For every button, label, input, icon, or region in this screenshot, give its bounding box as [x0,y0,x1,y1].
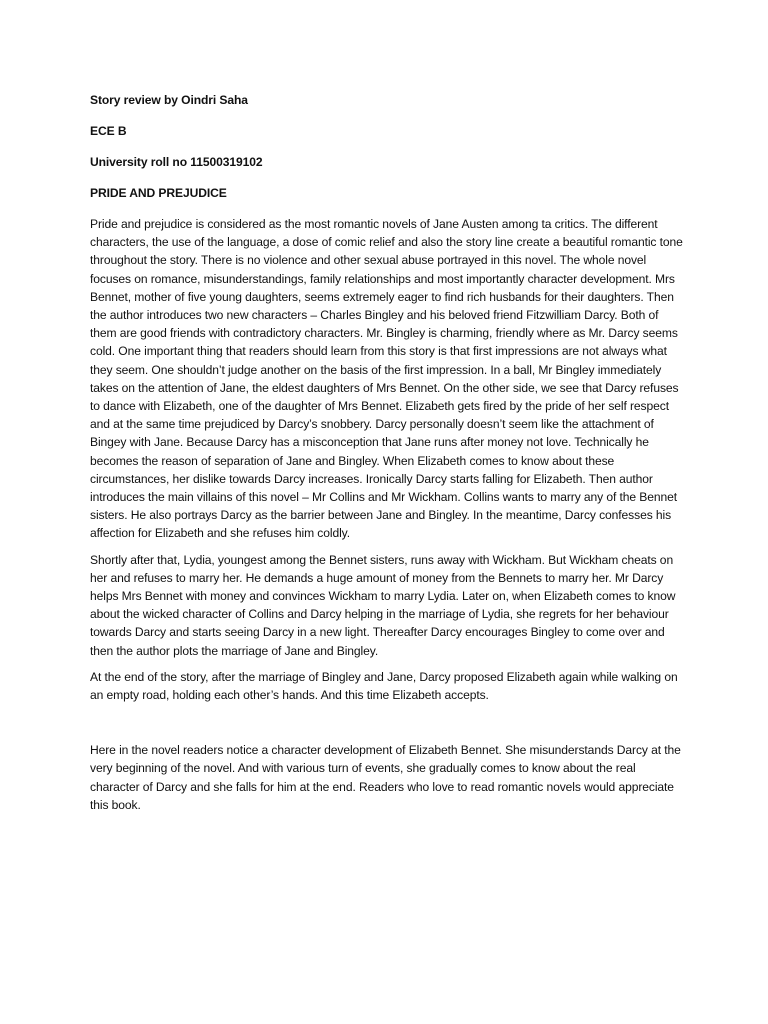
paragraph-lydia: Shortly after that, Lydia, youngest among the Bennet sisters, runs away with Wickham. But Wickham cheats on her and refuses to marry her. He demands a huge amount of money from the Bennets to marry her. Mr Darcy helps Mrs Bennet with money and convinces Wickham to marry Lydia. Later on, when Elizabeth comes to know about the wicked character of Collins and Darcy helping in the marriage of Lydia, she regrets for her behaviour towards Darcy and starts seeing Darcy in a new light. Thereafter Darcy encourages Bingley to come over and then the author plots the marriage of Jane and Bingley. [90,552,676,658]
blank-line [90,712,684,741]
roll-number-line: University roll no 11500319102 [90,155,263,169]
document-page [90,91,684,822]
paragraph-conclusion: Here in the novel readers notice a character development of Elizabeth Bennet. She misunderstands Darcy at the very beginning of the novel. And with various turn of events, she gradually comes to know about the real character of Darcy and she falls for him at the end. Readers who love to read romantic novels would appreciate this book. [90,743,681,812]
document-title: PRIDE AND PREJUDICE [90,186,227,200]
author-line: Story review by Oindri Saha [90,93,248,107]
class-line: ECE B [90,124,127,138]
paragraph-ending: At the end of the story, after the marriage of Bingley and Jane, Darcy proposed Elizabeth again while walking on an empty road, holding each other’s hands. And this time Elizabeth accepts. [90,669,678,703]
paragraph-intro: Pride and prejudice is considered as the most romantic novels of Jane Austen among ta critics. The different characters, the use of the language, a dose of comic relief and also the story line create a beautiful romantic tone throughout the story. There is no violence and other sexual abuse portrayed in this novel. The whole novel focuses on romance, misunderstandings, family relationships and most importantly character development. Mrs Bennet, mother of five young daughters, seems extremely eager to find rich husbands for their daughters. Then the author introduces two new characters – Charles Bingley and his beloved friend Fitzwilliam Darcy. Both of them are good friends with contradictory characters. Mr. Bingley is charming, friendly where as Mr. Darcy seems cold. One important thing that readers should learn from this story is that first impressions are not always what they seem. One shouldn’t judge another on the basis of the first impression. In a ball, Mr Bingley immediately takes on the attention of Jane, the eldest daughters of Mrs Bennet. On the other side, we see that Darcy refuses to dance with Elizabeth, one of the daughter of Mrs Bennet. Elizabeth gets fired by the pride of her self respect and at the same time prejudiced by Darcy’s snobbery. Darcy personally doesn’t seem like the attachment of Bingey with Jane. Because Darcy has a misconception that Jane runs after money not love. Technically he becomes the reason of separation of Jane and Bingley. When Elizabeth comes to know about these circumstances, her dislike towards Darcy increases. Ironically Darcy starts falling for Elizabeth. Then author introduces the main villains of this novel – Mr Collins and Mr Wickham. Collins wants to marry any of the Bennet sisters. He also portrays Darcy as the barrier between Jane and Bingley. In the meantime, Darcy confesses his affection for Elizabeth and she refuses him coldly. [90,217,683,541]
